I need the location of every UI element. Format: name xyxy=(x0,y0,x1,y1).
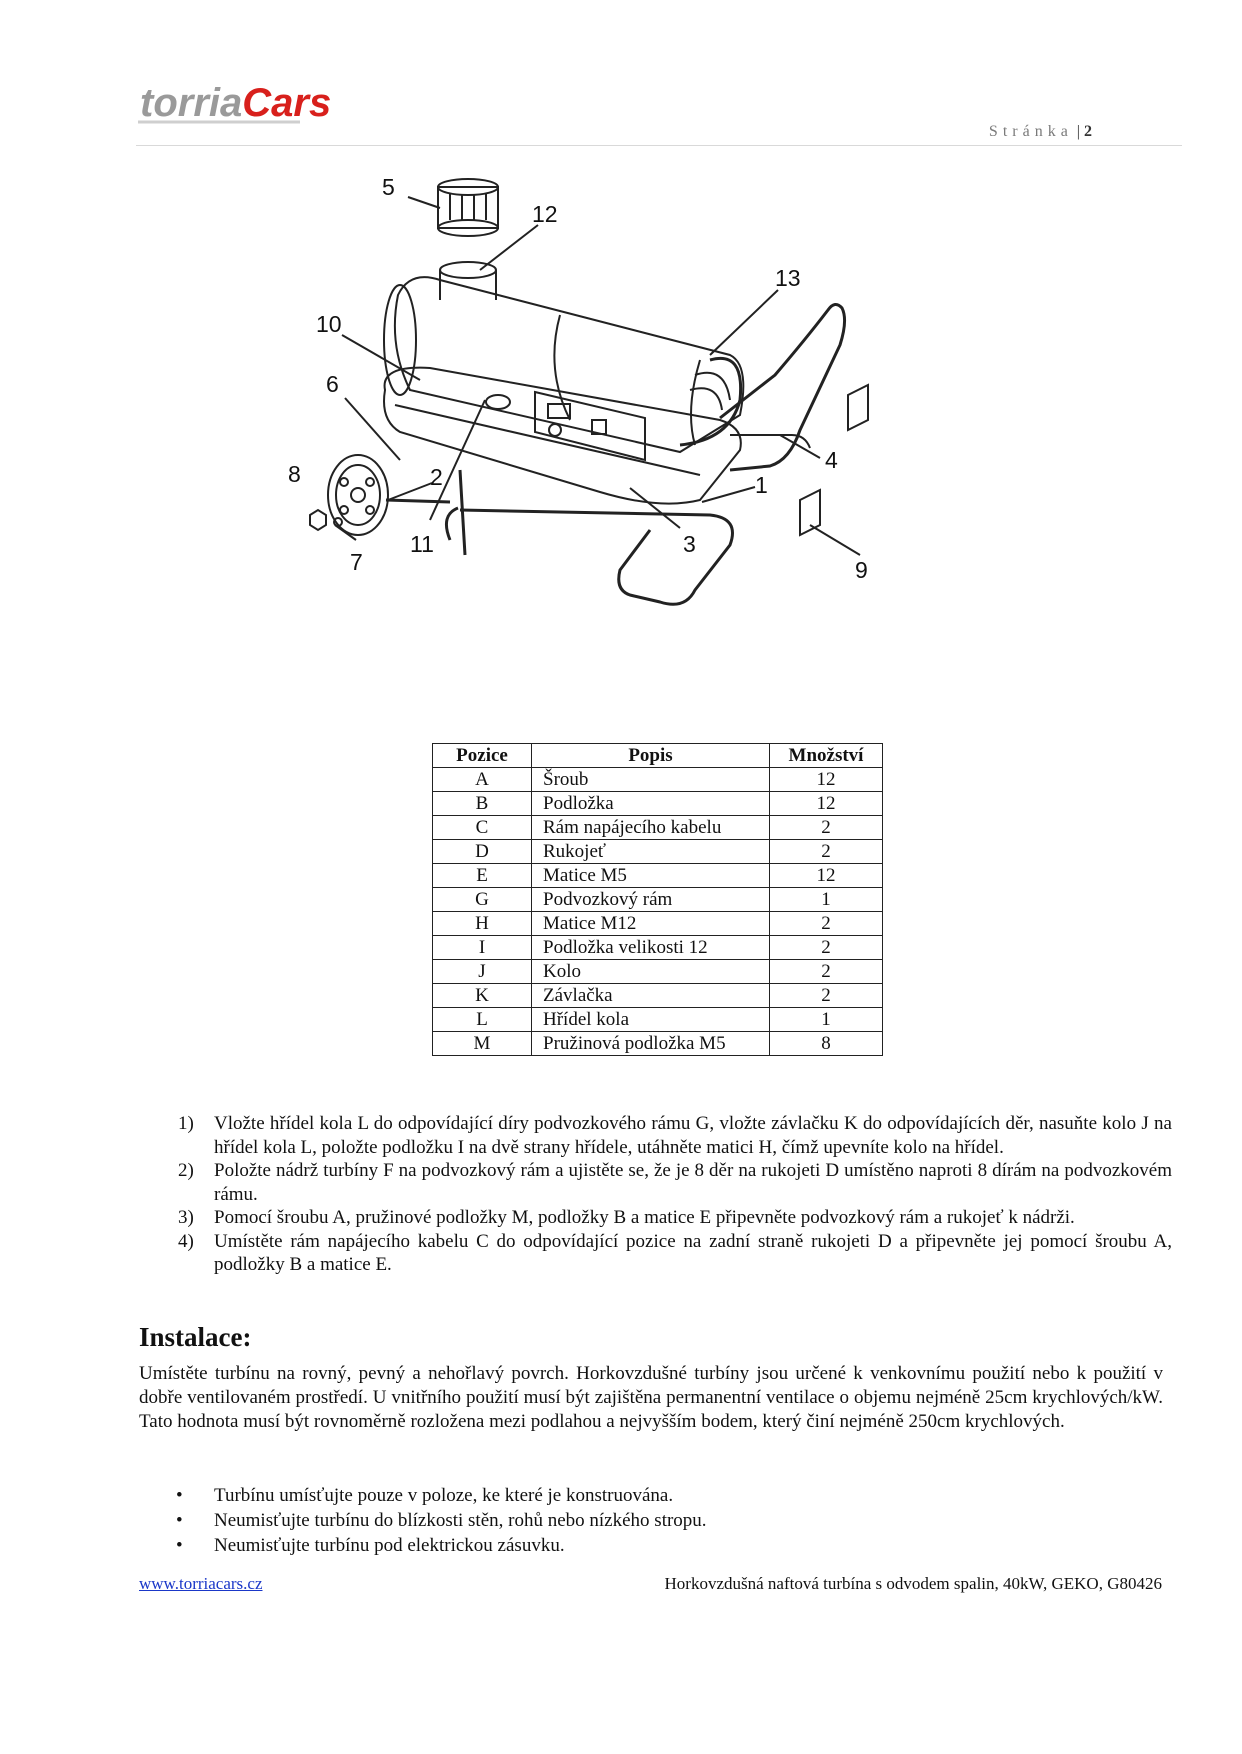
callout-3: 3 xyxy=(683,531,696,557)
page-indicator xyxy=(989,123,1092,141)
fuel-cap xyxy=(486,395,510,409)
step-text: Vložte hřídel kola L do odpovídající díry podvozkového rámu G, vložte závlačku K do odpovídajících děr, nasuňte kolo J na hřídel kola L, položte podložku I na dvě strany hřídele, utáhněte matici H, čímž upevníte kolo na hřídel. xyxy=(214,1113,1172,1158)
footer-product-title: Horkovzdušná naftová turbína s odvodem spalin, 40kW, GEKO, G80426 xyxy=(664,1574,1162,1593)
list-item: • Turbínu umísťujte pouze v poloze, ke které je konstruována. xyxy=(172,1483,707,1508)
cell-position: D xyxy=(433,840,532,864)
list-item xyxy=(172,1230,1172,1277)
callout-4: 4 xyxy=(825,447,838,473)
assembly-steps xyxy=(172,1112,1172,1277)
cell-quantity: 2 xyxy=(770,960,883,984)
cell-quantity: 2 xyxy=(770,936,883,960)
callout-7: 7 xyxy=(350,549,363,575)
table-row xyxy=(433,1032,883,1056)
cell-description: Matice M12 xyxy=(532,912,770,936)
cell-description: Pružinová podložka M5 xyxy=(532,1032,770,1056)
callout-9: 9 xyxy=(855,557,868,583)
cell-quantity: 1 xyxy=(770,888,883,912)
table-row xyxy=(433,864,883,888)
parts-table xyxy=(432,743,883,1056)
callout-12: 12 xyxy=(532,201,558,227)
footer-website-link[interactable]: www.torriacars.cz xyxy=(139,1574,263,1593)
callout-13: 13 xyxy=(775,265,801,291)
cell-position: K xyxy=(433,984,532,1008)
col-popis: Popis xyxy=(532,744,770,768)
cell-position: M xyxy=(433,1032,532,1056)
cell-position: B xyxy=(433,792,532,816)
list-item: • Neumisťujte turbínu do blízkosti stěn, rohů nebo nízkého stropu. xyxy=(172,1508,707,1533)
installation-paragraph: Umístěte turbínu na rovný, pevný a nehořlavý povrch. Horkovzdušné turbíny jsou určené k venkovnímu použití nebo k použití v dobře ventilovaném prostředí. U vnitřního použití musí být zajištěna permanentní ventilace o objemu nejméně 25cm krychlových/kW. Tato hodnota musí být rovnoměrně rozložena mezi podlahou a nejvyšším bodem, který činí nejméně 250cm krychlových. xyxy=(139,1363,1163,1432)
cell-description: Podložka velikosti 12 xyxy=(532,936,770,960)
cell-position: E xyxy=(433,864,532,888)
callout-6: 6 xyxy=(326,371,339,397)
step-text: Umístěte rám napájecího kabelu C do odpovídající pozice na zadní straně rukojeti D a připevněte jej pomocí šroubu A, podložky B a matice E. xyxy=(214,1230,1172,1275)
table-row xyxy=(433,768,883,792)
parts-table-header xyxy=(433,744,883,768)
exploded-diagram xyxy=(288,170,1000,690)
cell-quantity: 8 xyxy=(770,1032,883,1056)
list-item: • Neumisťujte turbínu pod elektrickou zásuvku. xyxy=(172,1533,707,1558)
bracket-upper xyxy=(848,385,868,430)
nut xyxy=(310,510,326,530)
cell-quantity: 1 xyxy=(770,1008,883,1032)
list-item xyxy=(172,1112,1172,1159)
installation-bullets xyxy=(172,1483,707,1558)
cell-description: Rukojeť xyxy=(532,840,770,864)
callout-11: 11 xyxy=(410,531,434,557)
callout-8: 8 xyxy=(288,461,301,487)
cell-quantity: 12 xyxy=(770,768,883,792)
cell-position: H xyxy=(433,912,532,936)
table-row xyxy=(433,936,883,960)
page-number: 2 xyxy=(1084,123,1092,140)
cell-quantity: 12 xyxy=(770,864,883,888)
cell-position: I xyxy=(433,936,532,960)
list-item xyxy=(172,1159,1172,1206)
cell-description: Hřídel kola xyxy=(532,1008,770,1032)
chassis-frame xyxy=(460,510,733,604)
cell-quantity: 2 xyxy=(770,840,883,864)
logo-wordmark: torriaCars xyxy=(140,81,332,125)
cell-description: Podvozkový rám xyxy=(532,888,770,912)
callout-2: 2 xyxy=(430,464,443,490)
step-number: 4) xyxy=(178,1230,194,1252)
callout-1: 1 xyxy=(755,472,768,498)
table-row xyxy=(433,888,883,912)
cell-position: A xyxy=(433,768,532,792)
cell-quantity: 2 xyxy=(770,984,883,1008)
cell-description: Matice M5 xyxy=(532,864,770,888)
callout-10: 10 xyxy=(316,311,342,337)
cell-description: Šroub xyxy=(532,768,770,792)
step-number: 2) xyxy=(178,1160,194,1181)
cell-description: Kolo xyxy=(532,960,770,984)
cell-description: Závlačka xyxy=(532,984,770,1008)
installation-heading: Instalace: xyxy=(139,1322,252,1352)
step-number: 1) xyxy=(178,1113,194,1134)
table-row xyxy=(433,1008,883,1032)
list-item xyxy=(172,1206,1172,1230)
step-text: Pomocí šroubu A, pružinové podložky M, podložky B a matice E připevněte podvozkový rám a rukojeť k nádrži. xyxy=(214,1207,1075,1228)
cell-position: L xyxy=(433,1008,532,1032)
cell-description: Rám napájecího kabelu xyxy=(532,816,770,840)
page-separator: | xyxy=(1076,123,1080,140)
table-row xyxy=(433,840,883,864)
callout-5: 5 xyxy=(382,174,395,200)
cell-position: G xyxy=(433,888,532,912)
table-row xyxy=(433,816,883,840)
cell-description: Podložka xyxy=(532,792,770,816)
cell-position: J xyxy=(433,960,532,984)
table-row xyxy=(433,960,883,984)
step-text: Položte nádrž turbíny F na podvozkový rám a ujistěte se, že je 8 děr na rukojeti D umístěno naproti 8 dírám na podvozkovém rámu. xyxy=(214,1160,1172,1205)
cell-quantity: 12 xyxy=(770,792,883,816)
col-mnozstvi: Množství xyxy=(770,744,883,768)
cell-quantity: 2 xyxy=(770,816,883,840)
table-row xyxy=(433,792,883,816)
table-row xyxy=(433,984,883,1008)
step-number: 3) xyxy=(178,1207,194,1228)
torriacars-logo xyxy=(140,80,480,130)
table-row xyxy=(433,912,883,936)
handle xyxy=(720,304,845,470)
header-divider xyxy=(136,145,1182,146)
page-label: Stránka xyxy=(988,123,1073,140)
cell-quantity: 2 xyxy=(770,912,883,936)
cell-position: C xyxy=(433,816,532,840)
col-pozice: Pozice xyxy=(433,744,532,768)
